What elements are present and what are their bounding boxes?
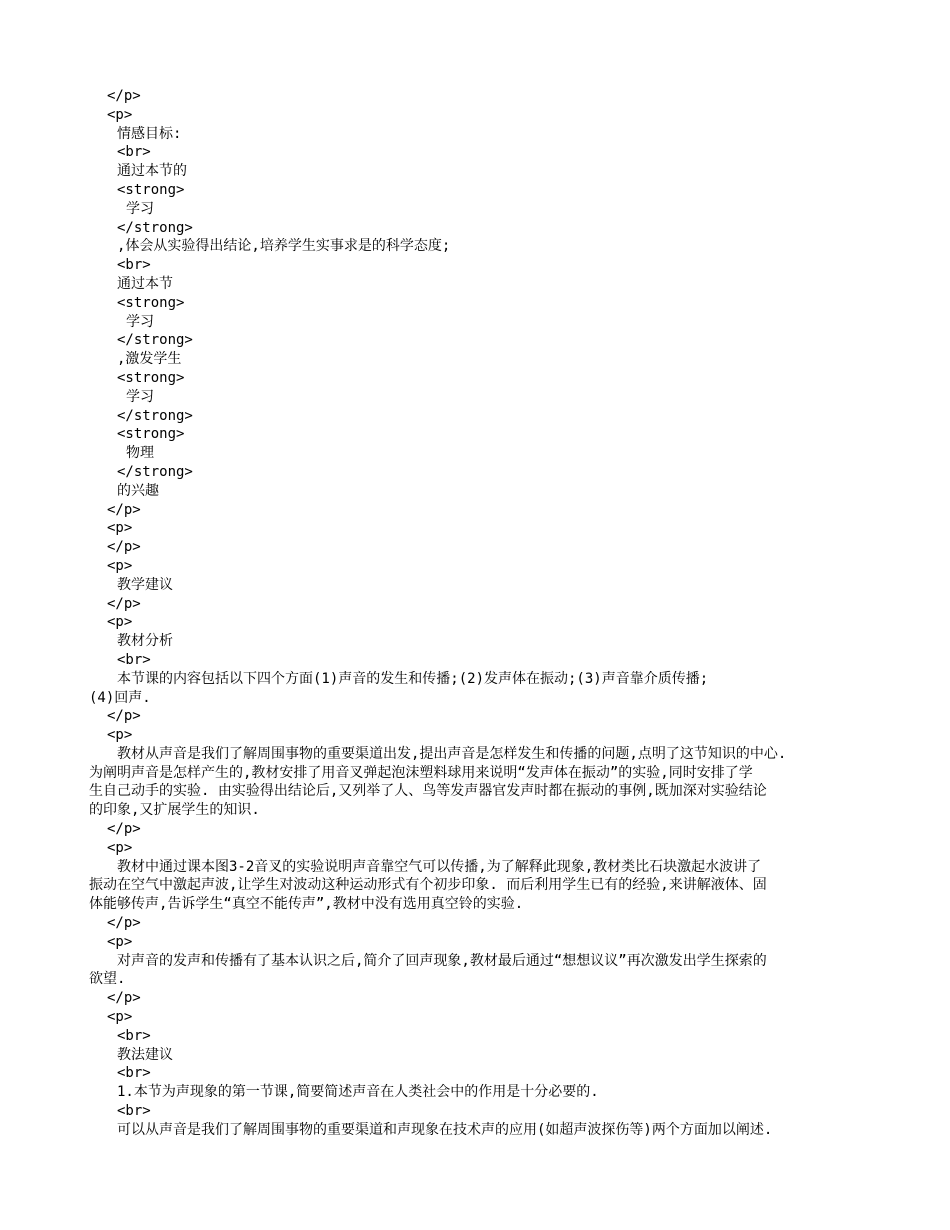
document-line: <strong>: [117, 369, 185, 386]
document-line: 教法建议: [117, 1046, 173, 1063]
document-line: 教材分析: [117, 633, 173, 650]
document-line: 体能够传声,告诉学生“真空不能传声”,教材中没有选用真空铃的实验.: [89, 896, 524, 913]
document-line: 教材从声音是我们了解周围事物的重要渠道出发,提出声音是怎样发生和传播的问题,点明了这节知识的中心.: [117, 745, 787, 762]
document-line: 的印象,又扩展学生的知识.: [89, 802, 260, 819]
document-line: 对声音的发声和传播有了基本认识之后,简介了回声现象,教材最后通过“想想议议”再次激发出学生探索的: [117, 952, 767, 969]
document-line: <p>: [107, 1009, 133, 1026]
document-line: </p>: [107, 501, 141, 518]
document-line: <br>: [117, 144, 151, 161]
document-line: <strong>: [117, 294, 185, 311]
document-line: 可以从声音是我们了解周围事物的重要渠道和声现象在技术声的应用(如超声波探伤等)两个方面加以阐述.: [117, 1121, 773, 1138]
document-line: <br>: [117, 1065, 151, 1082]
document-line: </strong>: [117, 407, 193, 424]
document-line: <p>: [107, 557, 133, 574]
document-line: 教学建议: [117, 576, 173, 593]
document-body: [0, 87, 950, 1140]
document-line: 振动在空气中激起声波,让学生对波动这种运动形式有个初步印象. 而后利用学生已有的经验,来讲解液体、固: [89, 877, 767, 894]
document-line: 生自己动手的实验. 由实验得出结论后,又列举了人、鸟等发声器官发声时都在振动的事例,既加深对实验结论: [89, 783, 767, 800]
document-line: 通过本节的: [117, 163, 187, 180]
document-line: <br>: [117, 257, 151, 274]
document-line: <p>: [107, 614, 133, 631]
document-line: (4)回声.: [89, 689, 151, 706]
document-line: 学习: [126, 313, 154, 330]
document-line: 的兴趣: [117, 482, 159, 499]
document-line: <p>: [107, 933, 133, 950]
document-line: 本节课的内容包括以下四个方面(1)声音的发生和传播;(2)发声体在振动;(3)声音靠介质传播;: [117, 670, 709, 687]
document-line: ,体会从实验得出结论,培养学生实事求是的科学态度;: [117, 238, 451, 255]
document-line: </strong>: [117, 332, 193, 349]
document-line: 欲望.: [89, 971, 126, 988]
document-line: <br>: [117, 651, 151, 668]
document-line: 通过本节: [117, 275, 173, 292]
document-line: <p>: [107, 839, 133, 856]
document-line: 学习: [126, 200, 154, 217]
document-line: 1.本节为声现象的第一节课,简要简述声音在人类社会中的作用是十分必要的.: [117, 1084, 599, 1101]
document-line: 为阐明声音是怎样产生的,教材安排了用音叉弹起泡沫塑料球用来说明“发声体在振动”的实验,同时安排了学: [89, 764, 753, 781]
document-line: 教材中通过课本图3-2音叉的实验说明声音靠空气可以传播,为了解释此现象,教材类比石块激起水波讲了: [117, 858, 762, 875]
document-line: <br>: [117, 1027, 151, 1044]
document-line: 物理: [126, 445, 154, 462]
document-line: <br>: [117, 1103, 151, 1120]
document-line: <p>: [107, 106, 133, 123]
document-line: </p>: [107, 708, 141, 725]
document-line: ,激发学生: [117, 351, 182, 368]
document-line: </strong>: [117, 463, 193, 480]
document-line: </p>: [107, 539, 141, 556]
document-line: <p>: [107, 727, 133, 744]
document-line: 情感目标:: [117, 125, 182, 142]
document-line: <strong>: [117, 181, 185, 198]
document-line: </p>: [107, 821, 141, 838]
document-line: </p>: [107, 595, 141, 612]
document-line: </strong>: [117, 219, 193, 236]
document-line: <p>: [107, 520, 133, 537]
document-line: 学习: [126, 388, 154, 405]
document-line: </p>: [107, 915, 141, 932]
document-line: </p>: [107, 990, 141, 1007]
document-line: </p>: [107, 88, 141, 104]
document-line: <strong>: [117, 426, 185, 443]
